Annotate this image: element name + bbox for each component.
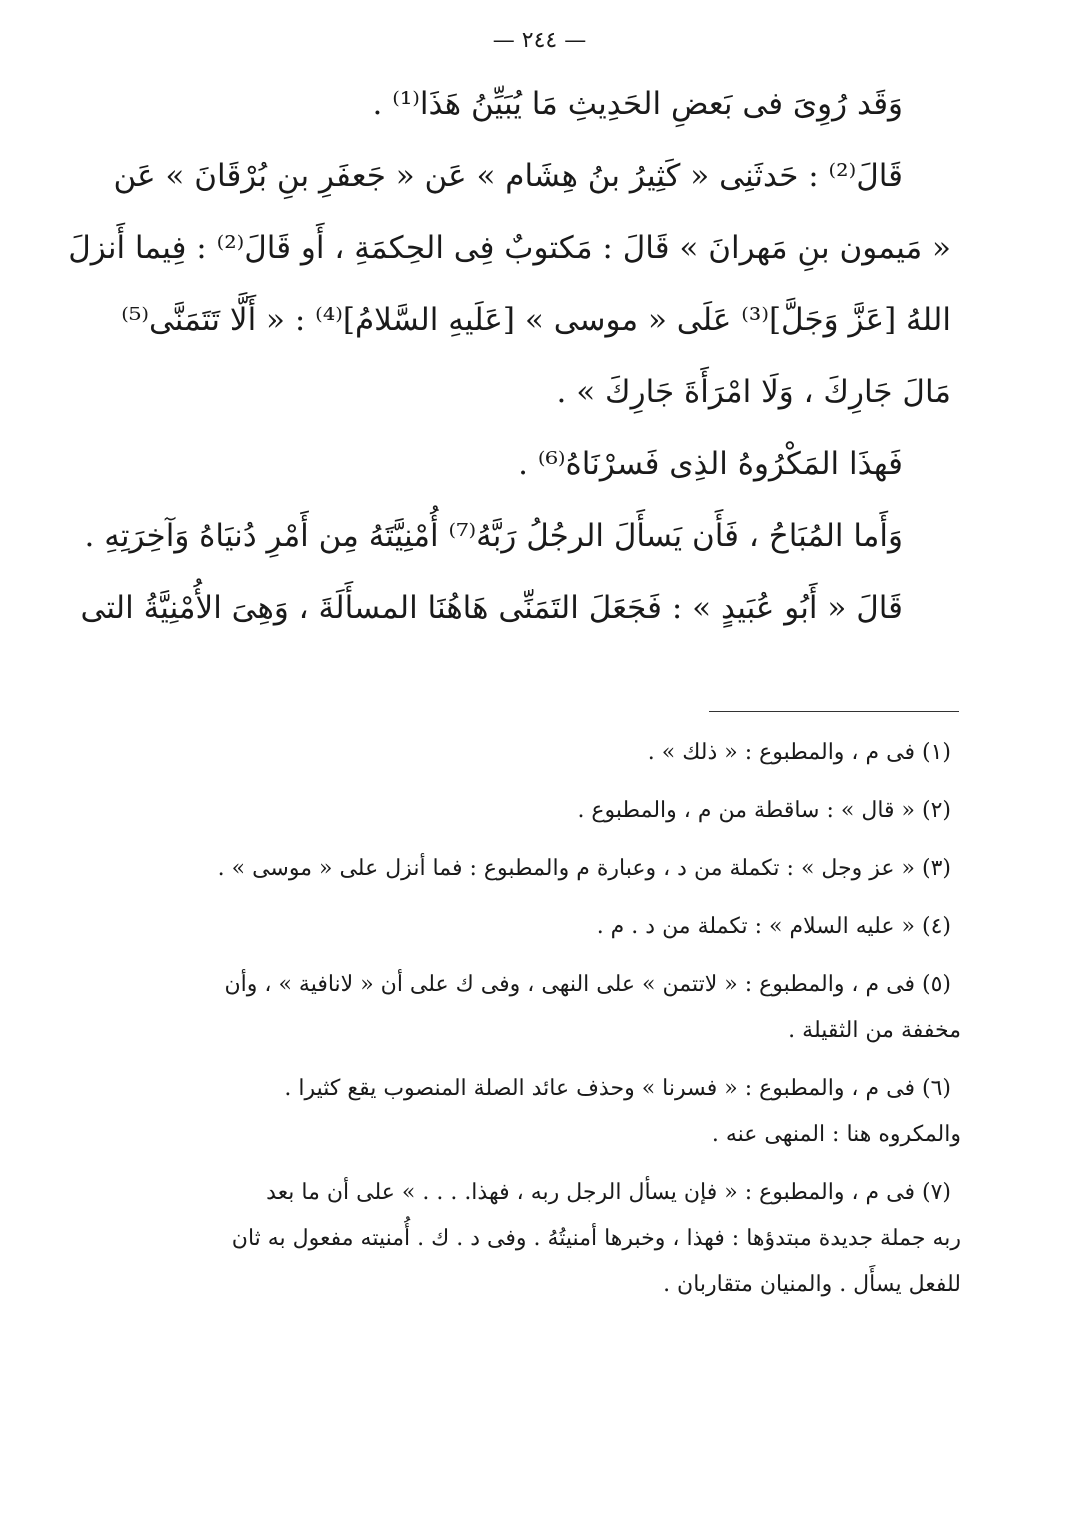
footnote-6: (٦) فى م ، والمطبوع : « فسرنا » وحذف عائد الصلة المنصوب يقع كثيرا .	[284, 1076, 951, 1101]
footnote-7-continued: ربه جملة جديدة مبتدؤها : فهذا ، وخبرها أمنيتُهُ . وفى د . ك . أُمنيته مفعول به ثان	[231, 1226, 961, 1251]
text-line: اللهُ [عَزَّ وَجَلَّ]⁽³⁾ عَلَى « موسى » [عَلَيهِ السَّلامُ]⁽⁴⁾ : « أَلَّا تَتَمَنَّى⁽⁵⁾	[121, 302, 951, 338]
footnote-2: (٢) « قال » : ساقطة من م ، والمطبوع .	[577, 798, 951, 823]
footnote-separator	[709, 711, 959, 712]
text-line: قَالَ⁽²⁾ : حَدثَنِى « كَثِيرُ بنُ هِشَام » عَن « جَعفَرِ بنِ بُرْقَانَ » عَن	[113, 158, 903, 194]
text-line: مَالَ جَارِكَ ، وَلَا امْرَأَةَ جَارِكَ » .	[556, 374, 951, 410]
footnote-4: (٤) « عليه السلام » : تكملة من د . م .	[596, 914, 951, 939]
footnote-5: (٥) فى م ، والمطبوع : « لاتتمن » على النهى ، وفى ك على أن « لانافية » ، وأن	[224, 972, 951, 997]
footnote-6-continued: والمكروه هنا : المنهى عنه .	[711, 1122, 961, 1147]
page-number: — ٢٤٤ —	[492, 28, 587, 53]
footnote-7-continued: للفعل يسأَل . والمنيان متقاربان .	[663, 1272, 961, 1297]
footnotes	[111, 730, 961, 1308]
main-text	[68, 68, 951, 644]
footnote-1: (١) فى م ، والمطبوع : « ذلك » .	[647, 740, 951, 765]
text-line: « مَيمون بنِ مَهرانَ » قَالَ : مَكتوبٌ فِى الحِكمَةِ ، أَو قَالَ⁽²⁾ : فِيما أَنزلَ	[68, 230, 951, 266]
text-line: قَالَ « أَبُو عُبَيدٍ » : فَجَعَلَ التَمَنِّى هَاهُنَا المسأَلَةَ ، وَهِىَ الأُمْنِيَّةُ التى	[80, 590, 903, 626]
footnote-7: (٧) فى م ، والمطبوع : « فإن يسأل الرجل ربه ، فهذا. . . . » على أن ما بعد	[266, 1180, 951, 1205]
footnote-5-continued: مخففة من الثقيلة .	[788, 1018, 961, 1043]
footnote-3: (٣) « عز وجل » : تكملة من د ، وعبارة م والمطبوع : فما أنزل على « موسى » .	[217, 856, 951, 881]
text-line: وَأَما المُبَاحُ ، فَأَن يَسأَلَ الرجُلُ رَبَّهُ⁽⁷⁾ أُمْنِيَّتَهُ مِن أَمْرِ دُنيَاهُ وَآخِرَتِهِ .	[84, 518, 903, 554]
text-line: وَقَد رُوِىَ فى بَعضِ الحَدِيثِ مَا يُبَيِّنُ هَذَا⁽¹⁾ .	[372, 86, 903, 122]
text-line: فَهذَا المَكْرُوهُ الذِى فَسرْنَاهُ⁽⁶⁾ .	[518, 446, 903, 482]
